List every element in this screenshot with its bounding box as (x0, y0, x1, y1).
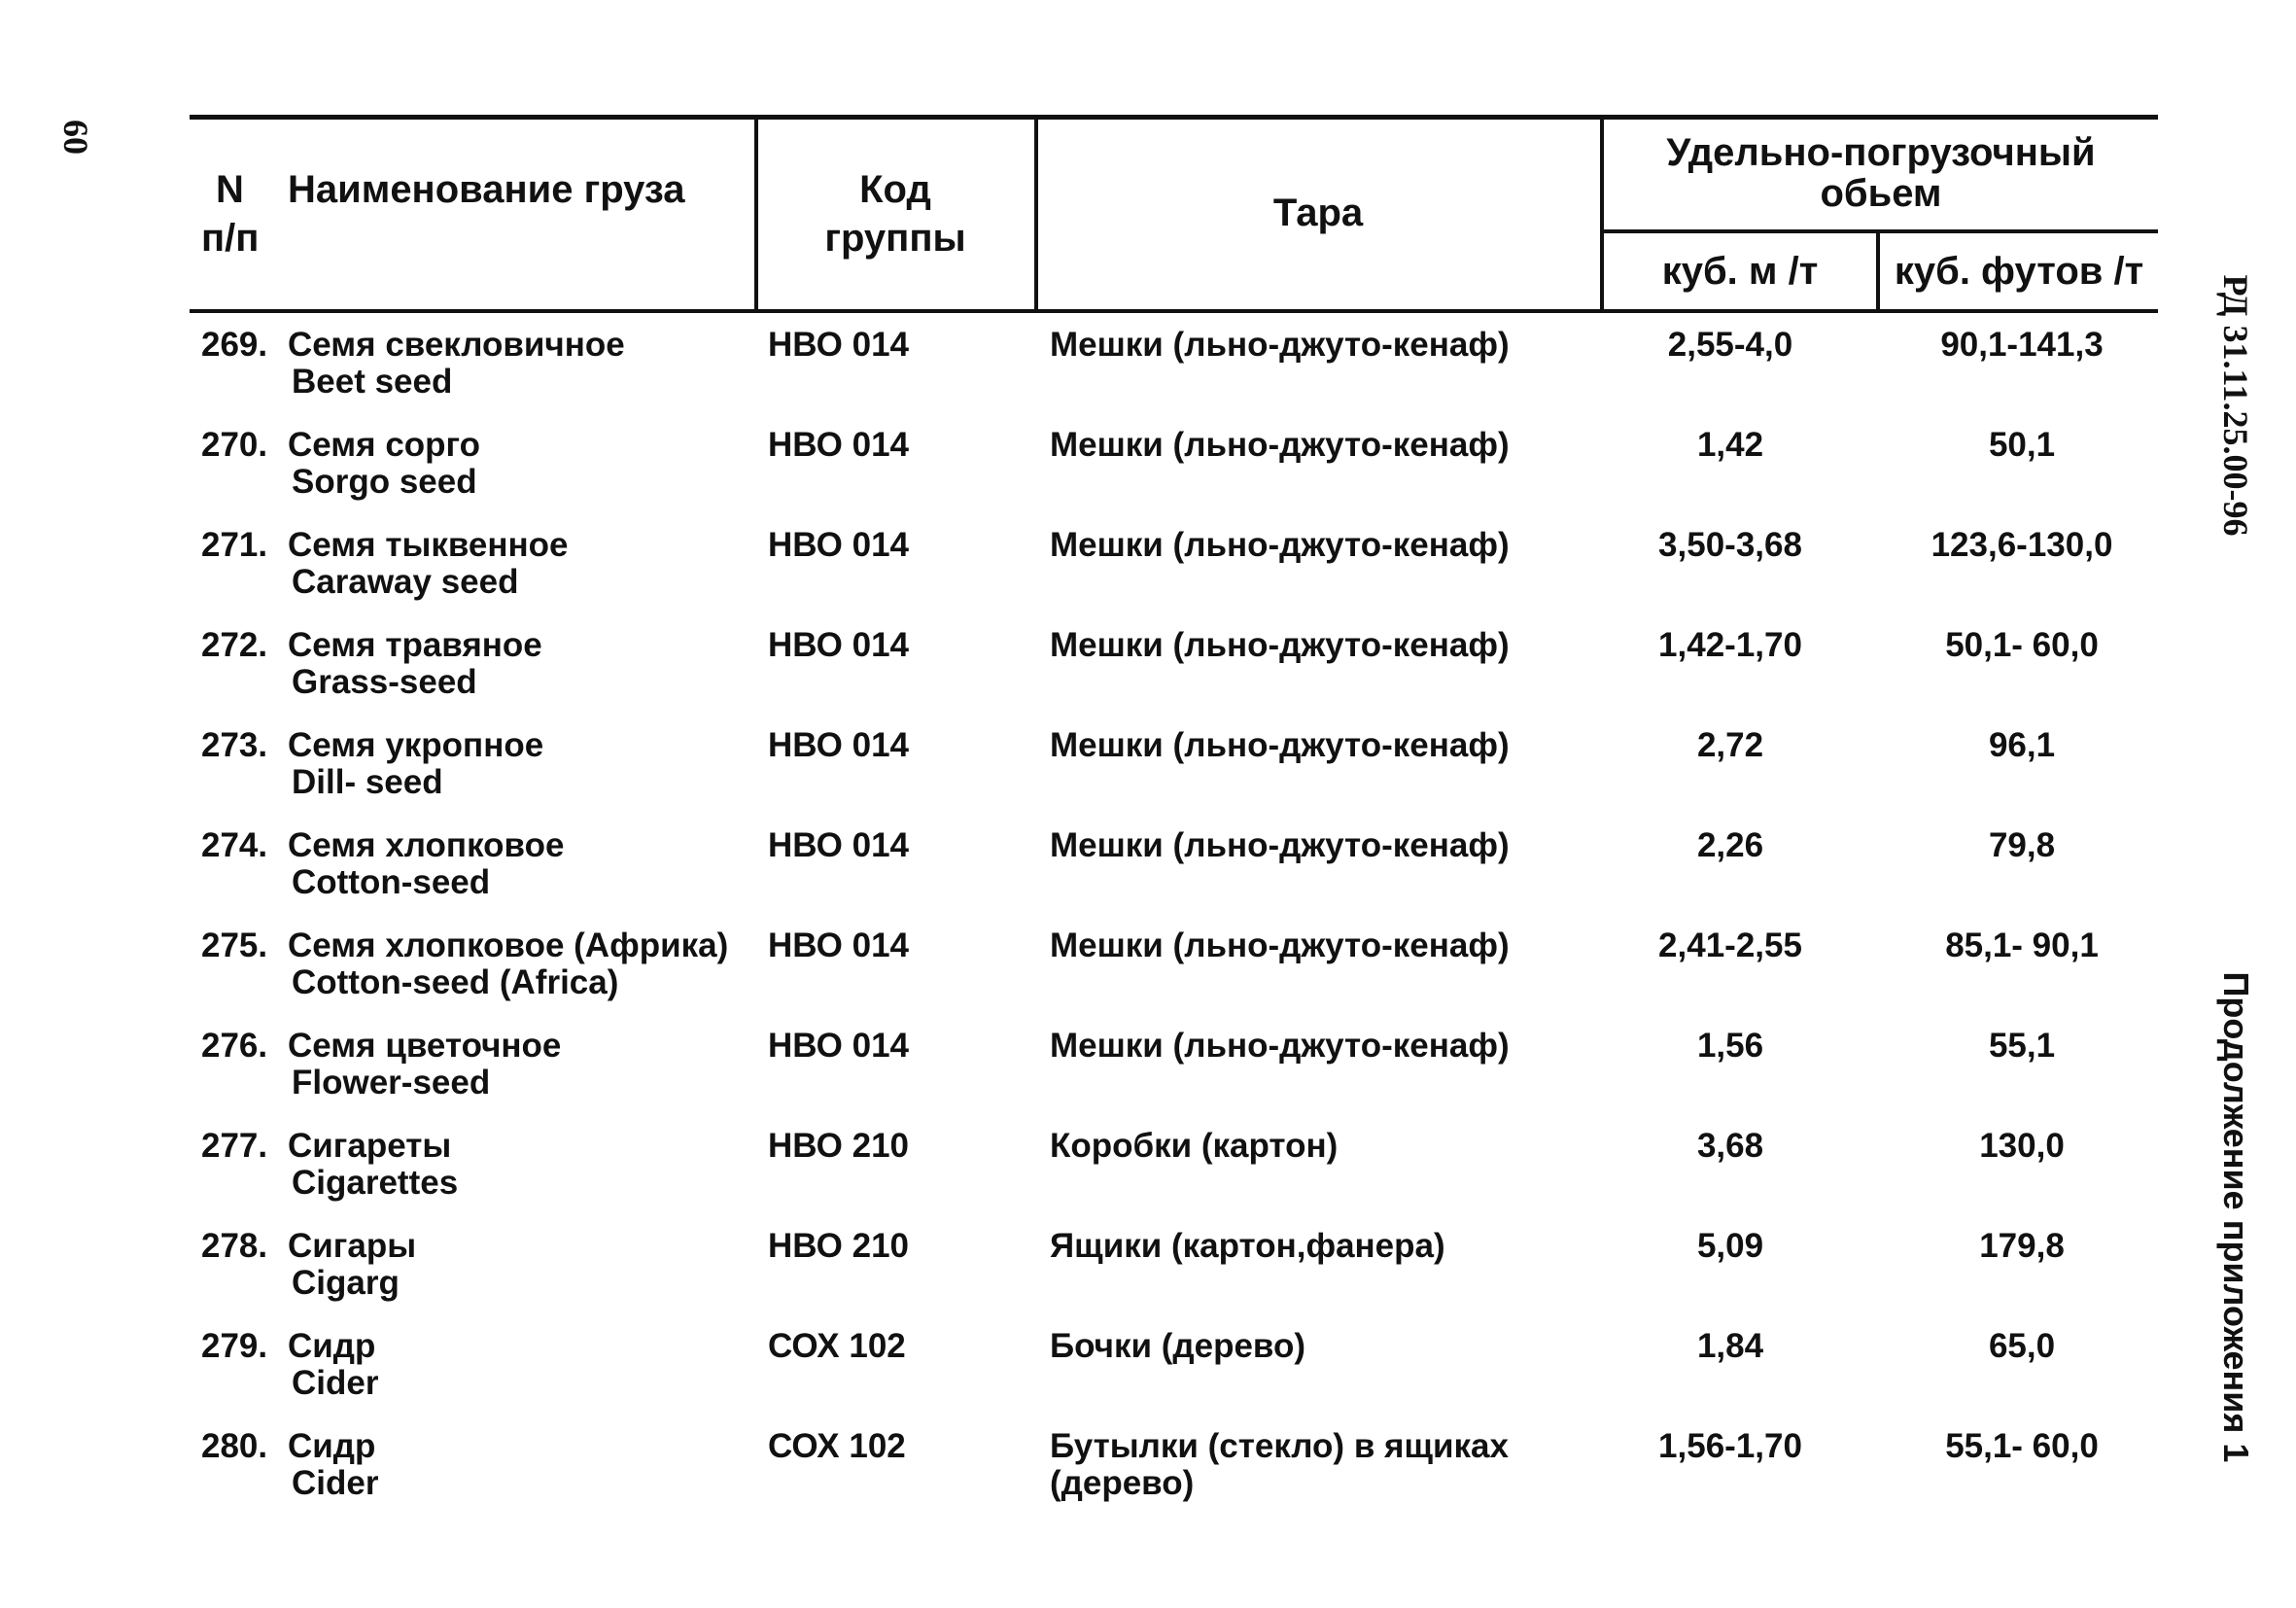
volume-cubic-feet: 123,6-130,0 (1931, 526, 2113, 564)
cargo-name-en: Cotton-seed (Africa) (292, 963, 619, 1001)
group-code: НВО 014 (768, 426, 910, 464)
table-row (0, 727, 2296, 824)
volume-cubic-feet: 50,1- 60,0 (1945, 626, 2099, 664)
packaging: Бутылки (стекло) в ящиках (дерево) (1050, 1427, 1509, 1502)
cargo-name-en: Caraway seed (292, 563, 519, 601)
volume-cubic-meters: 3,50-3,68 (1658, 526, 1802, 564)
packaging: Мешки (льно-джуто-кенаф) (1050, 926, 1510, 964)
volume-cubic-meters: 3,68 (1696, 1127, 1764, 1165)
row-number: 276. (201, 1027, 268, 1065)
volume-cubic-feet: 55,1- 60,0 (1945, 1427, 2099, 1465)
cargo-name-en: Flower-seed (292, 1064, 491, 1101)
cargo-name-en: Cider (292, 1464, 379, 1502)
cargo-name (288, 327, 754, 401)
volume-cubic-feet: 90,1-141,3 (1940, 326, 2104, 364)
header-volume-line1: Удельно-погрузочный (1666, 131, 2096, 174)
cargo-name-ru: Семя хлопковое (288, 826, 565, 864)
packaging: Мешки (льно-джуто-кенаф) (1050, 426, 1510, 464)
cargo-name-ru: Семя тыквенное (288, 526, 569, 564)
header-cubic-feet: куб. футов /т (1894, 250, 2144, 293)
cargo-name-ru: Семя цветочное (288, 1027, 562, 1065)
volume-cubic-feet: 50,1 (1988, 426, 2056, 464)
cargo-name (288, 527, 754, 601)
table-row (0, 327, 2296, 424)
group-code: НВО 014 (768, 726, 910, 764)
table-row (0, 1428, 2296, 1525)
packaging: Мешки (льно-джуто-кенаф) (1050, 1027, 1510, 1065)
group-code: СОХ 102 (768, 1427, 906, 1465)
header-tara: Тара (1272, 192, 1364, 234)
header-code-line2: группы (824, 217, 966, 260)
volume-cubic-meters: 2,41-2,55 (1658, 926, 1802, 964)
volume-cubic-meters: 2,72 (1696, 726, 1764, 764)
row-number: 272. (201, 626, 268, 664)
row-number: 277. (201, 1127, 268, 1165)
group-code: НВО 014 (768, 526, 910, 564)
continuation-note: Продолжение приложения 1 (2216, 971, 2256, 1463)
volume-cubic-feet: 55,1 (1988, 1027, 2056, 1065)
row-number: 274. (201, 826, 268, 864)
volume-cubic-feet: 79,8 (1988, 826, 2056, 864)
cargo-name-en: Grass-seed (292, 663, 477, 701)
header-volume-line2: обьем (1820, 172, 1942, 215)
cargo-name-en: Cigarg (292, 1264, 400, 1302)
row-number: 273. (201, 726, 268, 764)
header-cargo-name: Наименование груза (288, 168, 685, 211)
table-row (0, 527, 2296, 624)
cargo-name-ru: Семя укропное (288, 726, 544, 764)
volume-subheader-rule (1602, 229, 2158, 233)
table-row (0, 1328, 2296, 1425)
page-number: 60 (56, 120, 95, 155)
row-number: 270. (201, 426, 268, 464)
table-top-rule (190, 115, 2158, 120)
header-cubic-meters: куб. м /т (1661, 250, 1819, 293)
packaging: Мешки (льно-джуто-кенаф) (1050, 526, 1510, 564)
document-code: РД 31.11.25.00-96 (2216, 274, 2255, 537)
cargo-name-ru: Сигареты (288, 1127, 452, 1165)
group-code: СОХ 102 (768, 1327, 906, 1365)
packaging: Мешки (льно-джуто-кенаф) (1050, 726, 1510, 764)
group-code: НВО 210 (768, 1227, 910, 1265)
header-n: N (216, 168, 244, 211)
group-code: НВО 014 (768, 626, 910, 664)
volume-cubic-feet: 85,1- 90,1 (1945, 926, 2099, 964)
table-row (0, 827, 2296, 925)
volume-cubic-meters: 2,26 (1696, 826, 1764, 864)
packaging: Мешки (льно-джуто-кенаф) (1050, 326, 1510, 364)
volume-cubic-feet: 130,0 (1979, 1127, 2065, 1165)
packaging: Коробки (картон) (1050, 1127, 1339, 1165)
cargo-name-ru: Семя свекловичное (288, 326, 625, 364)
cargo-name (288, 927, 754, 1001)
cargo-name (288, 827, 754, 901)
cargo-name (288, 1428, 754, 1502)
group-code: НВО 014 (768, 326, 910, 364)
table-row (0, 627, 2296, 724)
cargo-name-en: Sorgo seed (292, 463, 477, 501)
row-number: 275. (201, 926, 268, 964)
cargo-name-en: Cider (292, 1364, 379, 1402)
group-code: НВО 014 (768, 826, 910, 864)
volume-cubic-meters: 1,56-1,70 (1658, 1427, 1802, 1465)
cargo-name-en: Cotton-seed (292, 863, 491, 901)
table-row (0, 927, 2296, 1025)
row-number: 278. (201, 1227, 268, 1265)
volume-cubic-feet: 65,0 (1988, 1327, 2056, 1365)
volume-cubic-meters: 1,56 (1696, 1027, 1764, 1065)
volume-cubic-feet: 179,8 (1979, 1227, 2065, 1265)
cargo-name (288, 1128, 754, 1202)
packaging: Бочки (дерево) (1050, 1327, 1306, 1365)
volume-cubic-meters: 2,55-4,0 (1667, 326, 1793, 364)
volume-cubic-meters: 5,09 (1696, 1227, 1764, 1265)
volume-cubic-meters: 1,42-1,70 (1658, 626, 1802, 664)
row-number: 280. (201, 1427, 268, 1465)
cargo-name (288, 627, 754, 701)
header-n-sub: п/п (201, 217, 260, 260)
cargo-name (288, 727, 754, 801)
row-number: 279. (201, 1327, 268, 1365)
cargo-name (288, 1328, 754, 1402)
cargo-name (288, 1228, 754, 1302)
cargo-name-ru: Семя травяное (288, 626, 542, 664)
cargo-name-ru: Сидр (288, 1427, 376, 1465)
table-row (0, 427, 2296, 524)
group-code: НВО 210 (768, 1127, 910, 1165)
cargo-name-ru: Сидр (288, 1327, 376, 1365)
packaging: Мешки (льно-джуто-кенаф) (1050, 826, 1510, 864)
table-row (0, 1228, 2296, 1325)
column-divider (754, 117, 758, 311)
header-code-line1: Код (859, 168, 931, 211)
row-number: 269. (201, 326, 268, 364)
cargo-name (288, 1028, 754, 1101)
cargo-name-ru: Сигары (288, 1227, 417, 1265)
table-row (0, 1128, 2296, 1225)
cargo-name (288, 427, 754, 501)
group-code: НВО 014 (768, 1027, 910, 1065)
cargo-name-en: Beet seed (292, 363, 453, 401)
header-bottom-rule (190, 309, 2158, 313)
table-row (0, 1028, 2296, 1125)
cargo-name-en: Dill- seed (292, 763, 443, 801)
cargo-name-en: Cigarettes (292, 1164, 459, 1202)
volume-cubic-feet: 96,1 (1988, 726, 2056, 764)
volume-cubic-meters: 1,84 (1696, 1327, 1764, 1365)
cargo-name-ru: Семя хлопковое (Африка) (288, 926, 729, 964)
volume-cubic-meters: 1,42 (1696, 426, 1764, 464)
cargo-name-ru: Семя сорго (288, 426, 481, 464)
group-code: НВО 014 (768, 926, 910, 964)
row-number: 271. (201, 526, 268, 564)
packaging: Ящики (картон,фанера) (1050, 1227, 1445, 1265)
packaging: Мешки (льно-джуто-кенаф) (1050, 626, 1510, 664)
